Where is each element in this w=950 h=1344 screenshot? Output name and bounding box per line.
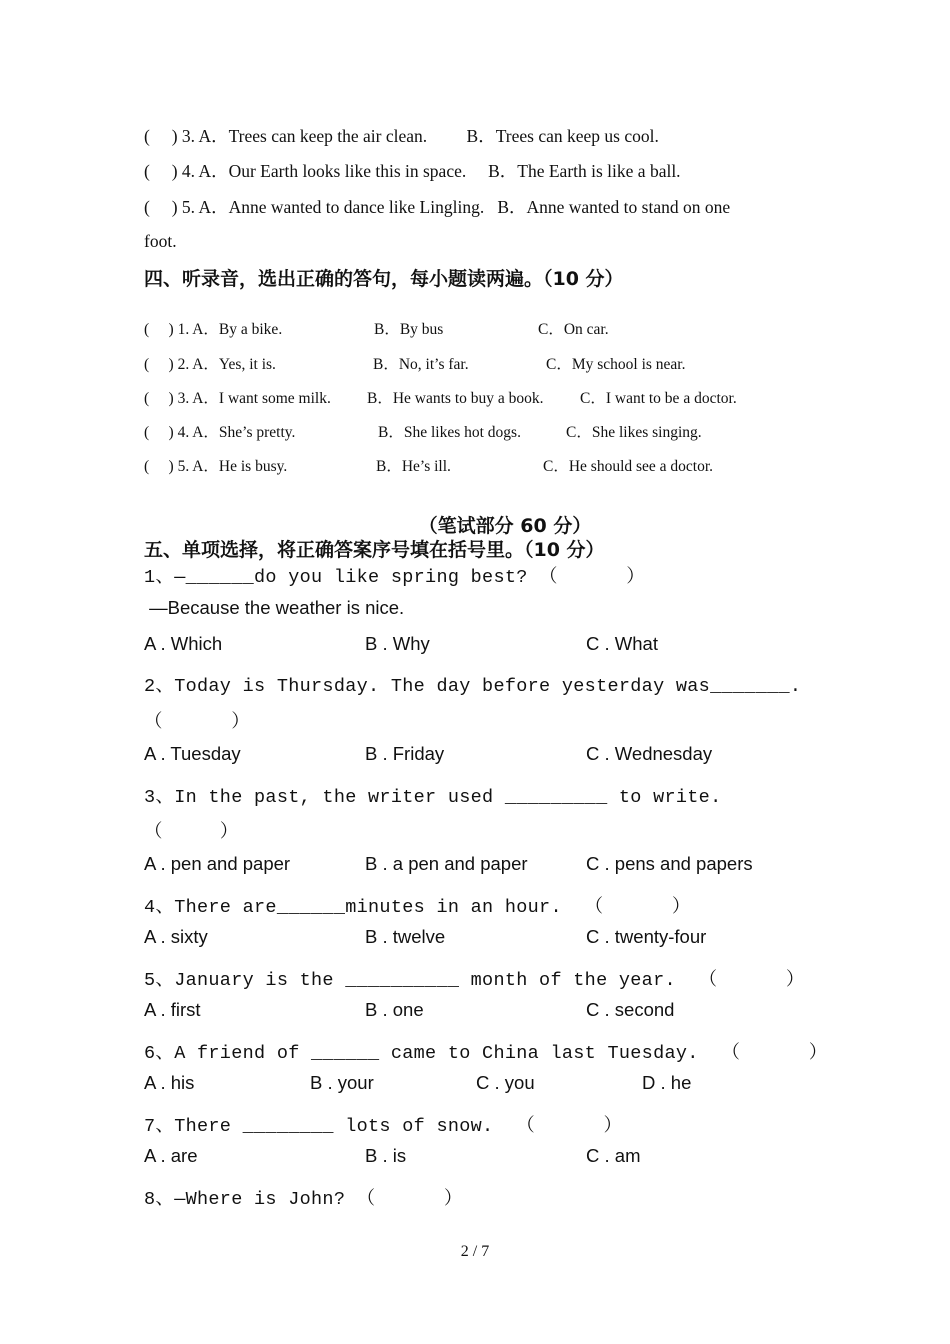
written-part-title: （笔试部分 60 分） (418, 515, 592, 537)
section4-item-4-c: C．She likes singing. (566, 424, 702, 441)
q7-option-a: A . are (144, 1145, 198, 1166)
section3-item-3: ( ) 3. A．Trees can keep the air clean. B．Trees can keep us cool. (144, 126, 659, 146)
q6-stem: 6、A friend of ______ came to China last Tuesday. （ ） (144, 1043, 828, 1064)
q1-option-a: A . Which (144, 633, 223, 654)
section4-item-3-a: ( ) 3. A．I want some milk. (144, 390, 331, 407)
section4-item-3-b: B．He wants to buy a book. (367, 390, 544, 407)
section3-item-5-continued: foot. (144, 231, 177, 251)
q5-option-c: C . second (586, 999, 675, 1020)
q4-option-c: C . twenty-four (586, 926, 707, 947)
q2-paren: （ ） (144, 712, 251, 733)
section4-item-5-a: ( ) 5. A．He is busy. (144, 458, 288, 475)
q3-paren: （ ） (144, 822, 239, 843)
q1-option-b: B . Why (365, 633, 430, 654)
q1-stem: 1、—______do you like spring best? （ ） (144, 567, 646, 588)
q3-stem: 3、In the past, the writer used _________ to write. (144, 787, 722, 808)
q7-option-b: B . is (365, 1145, 407, 1166)
q2-option-b: B . Friday (365, 743, 445, 764)
q2-stem: 2、Today is Thursday. The day before yesterday was_______. (144, 676, 802, 697)
q3-option-c: C . pens and papers (586, 853, 753, 874)
q4-stem: 4、There are______minutes in an hour. （ ） (144, 897, 691, 918)
q1-option-c: C . What (586, 633, 658, 654)
q4-option-b: B . twelve (365, 926, 446, 947)
q4-option-a: A . sixty (144, 926, 208, 947)
q6-option-b: B . your (310, 1072, 374, 1093)
q6-option-d: D . he (642, 1072, 692, 1093)
section4-item-3-c: C．I want to be a doctor. (580, 390, 737, 407)
q5-stem: 5、January is the __________ month of the year. （ ） (144, 970, 805, 991)
section3-item-5: ( ) 5. A．Anne wanted to dance like Lingling. B．Anne wanted to stand on one (144, 197, 731, 217)
section4-item-2-a: ( ) 2. A．Yes, it is. (144, 356, 276, 373)
q2-option-c: C . Wednesday (586, 743, 713, 764)
q7-option-c: C . am (586, 1145, 641, 1166)
section4-item-5-c: C．He should see a doctor. (543, 458, 714, 475)
section4-item-1-c: C．On car. (538, 321, 609, 338)
q7-stem: 7、There ________ lots of snow. （ ） (144, 1116, 623, 1137)
section4-item-1-a: ( ) 1. A．By a bike. (144, 321, 283, 338)
page-number: 2 / 7 (460, 1243, 490, 1260)
section4-item-4-b: B．She likes hot dogs. (378, 424, 521, 441)
section4-item-4-a: ( ) 4. A．She’s pretty. (144, 424, 296, 441)
q5-option-b: B . one (365, 999, 424, 1020)
section5-title: 五、单项选择，将正确答案序号填在括号里。（10 分） (144, 539, 605, 561)
section3-item-4: ( ) 4. A．Our Earth looks like this in space. B．The Earth is like a ball. (144, 161, 681, 181)
q8-stem: 8、—Where is John? （ ） (144, 1189, 463, 1210)
section4-title: 四、听录音，选出正确的答句，每小题读两遍。（10 分） (144, 268, 624, 290)
q3-option-a: A . pen and paper (144, 853, 291, 874)
section4-item-2-c: C．My school is near. (546, 356, 686, 373)
section4-item-5-b: B．He’s ill. (376, 458, 451, 475)
section4-item-1-b: B．By bus (374, 321, 444, 338)
q3-option-b: B . a pen and paper (365, 853, 528, 874)
q6-option-a: A . his (144, 1072, 195, 1093)
q5-option-a: A . first (144, 999, 201, 1020)
section4-item-2-b: B．No, it’s far. (373, 356, 469, 373)
q1-stem-2: —Because the weather is nice. (144, 597, 405, 618)
q6-option-c: C . you (476, 1072, 535, 1093)
q2-option-a: A . Tuesday (144, 743, 241, 764)
